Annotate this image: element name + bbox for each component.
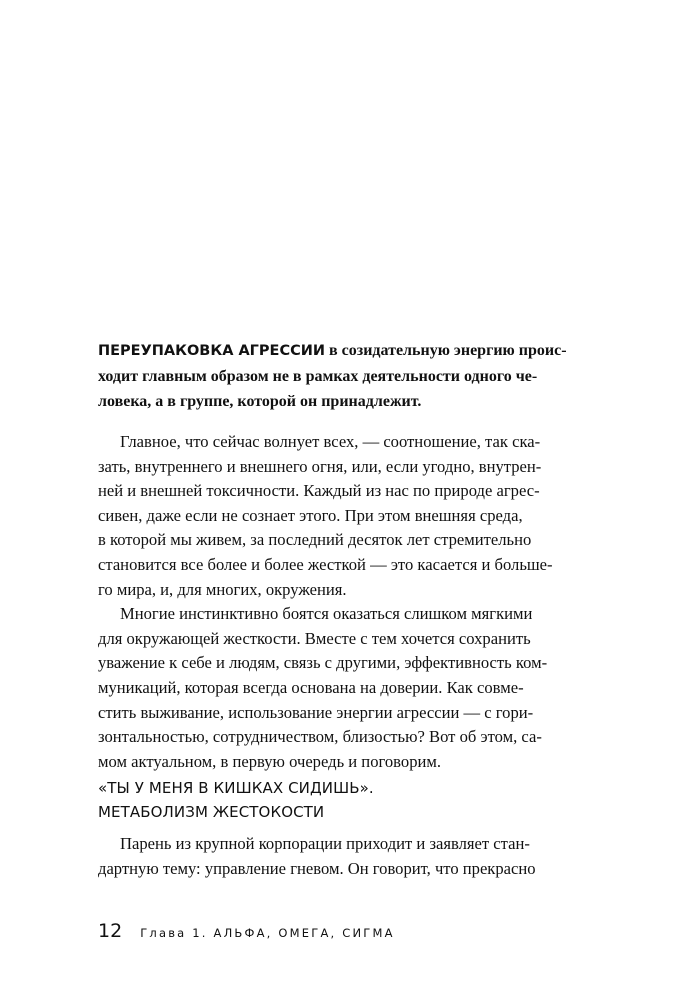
paragraph-line: Парень из крупной корпорации приходит и заявляет стан- — [120, 834, 530, 853]
lead-paragraph — [98, 338, 633, 414]
paragraph-line: сивен, даже если не сознает этого. При этом внешняя среда, — [98, 505, 523, 525]
paragraph-line: Многие инстинктивно боятся оказаться слишком мягкими — [120, 604, 533, 624]
lead-line — [98, 338, 633, 364]
page-number: 12 — [98, 920, 123, 942]
paragraph-line: в которой мы живем, за последний десяток лет стремительно — [98, 530, 532, 550]
section-two-body — [98, 832, 633, 881]
paragraph-line: Главное, что сейчас волнует всех, — соотношение, так ска- — [120, 432, 541, 451]
paragraph — [98, 430, 633, 602]
paragraph-line: уважение к себе и людям, связь с другими, эффективность ком- — [98, 653, 548, 673]
paragraph-line: го мира, и, для многих, окружения. — [98, 579, 347, 599]
paragraph-line: для окружающей жесткости. Вместе с тем хочется сохранить — [98, 628, 531, 648]
section-heading — [98, 776, 633, 824]
paragraph-line: муникаций, которая всегда основана на доверии. Как совме- — [98, 677, 524, 697]
lead-line: ходит главным образом не в рамках деятельности одного че- — [98, 368, 538, 385]
paragraph-line: зать, внутреннего и внешнего огня, или, если угодно, внутрен- — [98, 456, 542, 476]
running-head: Глава 1. АЛЬФА, ОМЕГА, СИГМА — [140, 926, 395, 940]
page-footer — [98, 920, 395, 948]
section-one-body — [98, 430, 633, 774]
paragraph-line: зонтальностью, сотрудничеством, близостью? Вот об этом, са- — [98, 727, 542, 747]
paragraph-line: становится все более и более жесткой — это касается и больше- — [98, 554, 553, 574]
paragraph-line: ней и внешней токсичности. Каждый из нас по природе агрес- — [98, 481, 540, 501]
paragraph-line: стить выживание, использование энергии агрессии — с гори- — [98, 702, 534, 722]
lead-line: ловека, а в группе, которой он принадлежит. — [98, 393, 422, 410]
lead-line-text: в созидательную энергию проис- — [325, 342, 567, 359]
section-heading-line: «ТЫ У МЕНЯ В КИШКАХ СИДИШЬ». — [98, 779, 374, 797]
lead-heading: ПЕРЕУПАКОВКА АГРЕССИИ — [98, 343, 326, 359]
paragraph-line: дартную тему: управление гневом. Он говорит, что прекрасно — [98, 858, 536, 878]
paragraph — [98, 602, 633, 774]
section-heading-line: МЕТАБОЛИЗМ ЖЕСТОКОСТИ — [98, 803, 325, 821]
paragraph-line: мом актуальном, в первую очередь и поговорим. — [98, 751, 442, 771]
